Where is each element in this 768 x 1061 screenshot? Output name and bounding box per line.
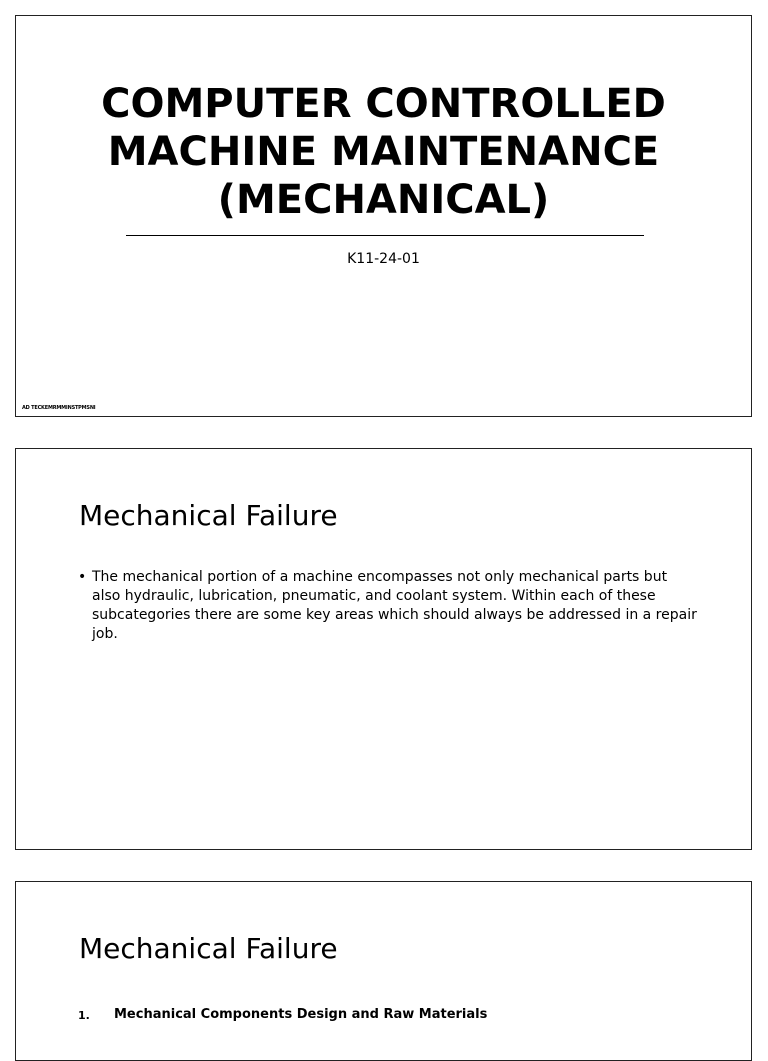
- title-divider: [126, 235, 644, 236]
- bullet-list: [78, 568, 698, 644]
- slide-heading: Mechanical Failure: [79, 499, 338, 532]
- slide-heading: Mechanical Failure: [79, 932, 338, 965]
- numbered-list: [78, 1006, 698, 1024]
- bullet-icon: •: [78, 569, 87, 585]
- title-line-3: (MECHANICAL): [217, 177, 550, 223]
- bullet-text: The mechanical portion of a machine encompasses not only mechanical parts but also hydraulic, lubrication, pneumatic, and coolant system. Within each of these subcategories there are some key areas which should always be addressed in a repair job.: [92, 569, 697, 642]
- content-slide-1: [15, 448, 752, 850]
- presentation-title: [16, 80, 751, 224]
- slide-footer: AD TECKEMRMMINSTPMSNI: [22, 405, 96, 411]
- item-number: 1.: [78, 1009, 90, 1022]
- bullet-item: [78, 568, 698, 644]
- course-code: K11-24-01: [347, 251, 420, 267]
- title-slide: [15, 15, 752, 417]
- title-line-2: MACHINE MAINTENANCE: [107, 129, 660, 175]
- content-slide-2: [15, 881, 752, 1061]
- numbered-item: [78, 1006, 698, 1024]
- title-line-1: COMPUTER CONTROLLED: [101, 81, 666, 127]
- item-text: Mechanical Components Design and Raw Materials: [114, 1007, 488, 1022]
